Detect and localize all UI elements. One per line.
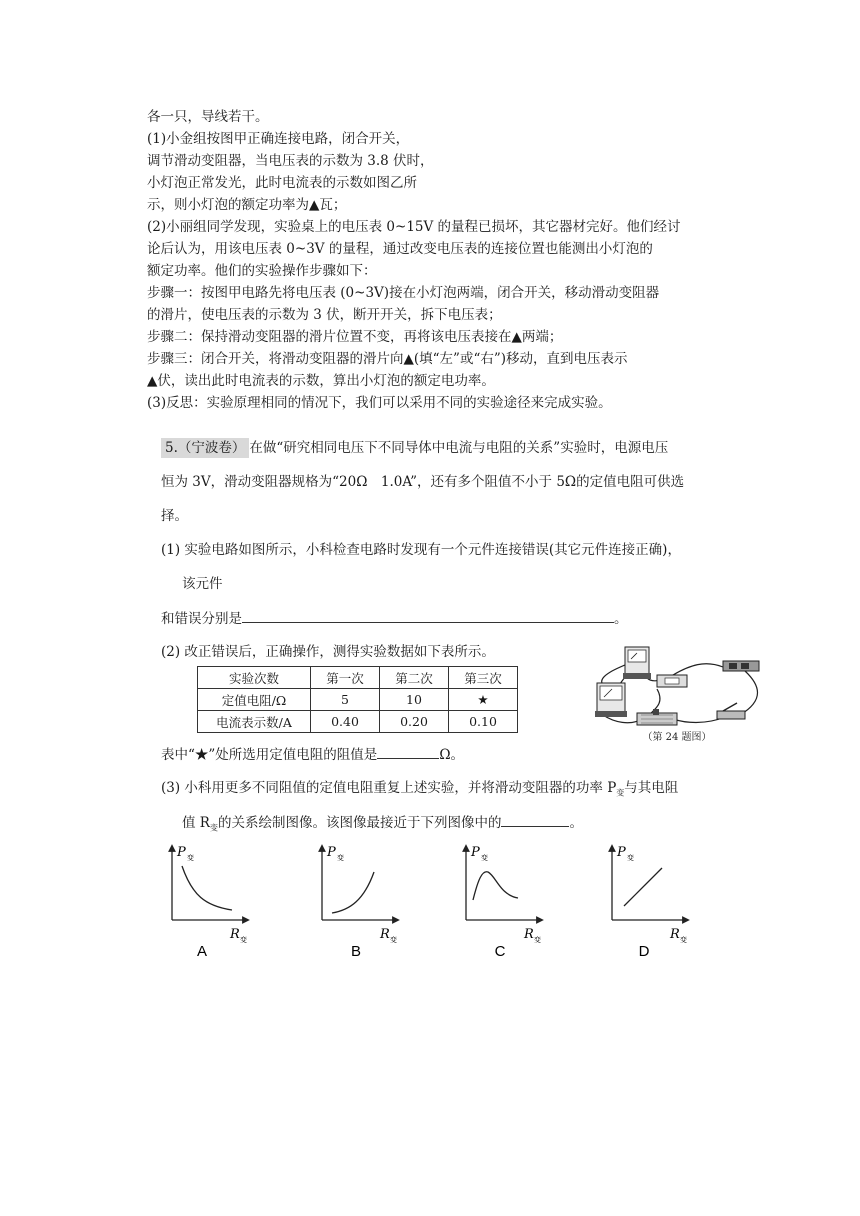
part2-line: (2) 改正错误后，正确操作，测得实验数据如下表所示。 <box>161 644 495 660</box>
part3-text: 的关系绘制图像。该图像最接近于下列图像中的 <box>217 815 502 831</box>
answer-blank[interactable] <box>377 746 439 759</box>
y-label: P <box>327 845 336 860</box>
intro-text: 在做“研究相同电压下不同导体中电流与电阻的关系”实验时，电源电压 <box>249 440 669 456</box>
part3-line <box>161 780 678 802</box>
question-source-tag: 5.（宁波卷） <box>161 438 249 458</box>
x-sub: 变 <box>240 936 247 944</box>
data-table <box>197 666 518 733</box>
part2-unit: Ω。 <box>439 747 465 763</box>
part1-prompt: 和错误分别是 <box>161 611 242 627</box>
y-label: P <box>177 845 186 860</box>
text-line: 步骤二：保持滑动变阻器的滑片位置不变，再将该电压表接在▲两端； <box>147 329 563 345</box>
text-line: 各一只，导线若干。 <box>147 109 269 125</box>
part3-text: (3) 小科用更多不同阻值的定值电阻重复上述实验，并将滑动变阻器的功率 P <box>161 780 617 796</box>
question-intro-line <box>161 440 668 456</box>
answer-blank[interactable] <box>242 610 614 623</box>
graph-c[interactable] <box>466 845 541 960</box>
table-cell: 5 <box>311 689 380 711</box>
option-label: B <box>350 943 362 960</box>
graph-d[interactable] <box>612 845 687 960</box>
question-intro-line: 择。 <box>161 508 188 524</box>
part3-line <box>182 814 583 837</box>
table-cell: 0.10 <box>449 711 518 733</box>
battery-icon <box>723 661 759 671</box>
voltmeter-icon <box>595 683 627 717</box>
text-line: 论后认为，用该电压表 0~3V 的量程，通过改变电压表的连接位置也能测出小灯泡的 <box>147 241 653 257</box>
curve <box>473 872 518 900</box>
table-cell: 10 <box>380 689 449 711</box>
answer-graphs <box>150 840 710 970</box>
part2-prompt: 表中“★”处所选用定值电阻的阻值是 <box>161 747 378 763</box>
x-label: R <box>380 927 390 942</box>
table-row <box>198 711 518 733</box>
text-line: 小灯泡正常发光，此时电流表的示数如图乙所 <box>147 175 417 191</box>
y-sub: 变 <box>481 854 488 862</box>
part1-line: (1) 实验电路如图所示，小科检查电路时发现有一个元件连接错误(其它元件连接正确)， <box>161 542 681 558</box>
graph-b[interactable] <box>322 845 397 960</box>
question-intro-line: 恒为 3V，滑动变阻器规格为“20Ω 1.0A”，还有多个阻值不小于 5Ω的定值电阻可供选 <box>161 474 685 490</box>
rheostat-icon <box>637 709 677 725</box>
graph-a[interactable] <box>172 845 247 960</box>
table-header-cell: 第三次 <box>449 667 518 689</box>
curve <box>624 868 662 906</box>
subscript: 变 <box>209 823 218 833</box>
table-row <box>198 689 518 711</box>
option-label: C <box>494 943 506 960</box>
part3-text: 与其电阻 <box>624 780 679 796</box>
table-cell: 电流表示数/A <box>198 711 311 733</box>
text-line: (2)小丽组同学发现，实验桌上的电压表 0~15V 的量程已损坏，其它器材完好。他们经讨 <box>147 219 681 235</box>
table-cell: 定值电阻/Ω <box>198 689 311 711</box>
part1-line: 该元件 <box>182 576 223 592</box>
table-cell: ★ <box>449 689 518 711</box>
part1-answer-line <box>161 610 628 627</box>
table-header-cell: 第一次 <box>311 667 380 689</box>
curve <box>182 866 232 910</box>
y-label: P <box>471 845 480 860</box>
table-header-row <box>198 667 518 689</box>
x-sub: 变 <box>534 936 541 944</box>
y-sub: 变 <box>187 854 194 862</box>
text-line: 的滑片，使电压表的示数为 3 伏，断开开关，拆下电压表； <box>147 307 502 323</box>
text-line: 示，则小灯泡的额定功率为▲瓦； <box>147 197 347 213</box>
y-label: P <box>617 845 626 860</box>
table-cell: 0.20 <box>380 711 449 733</box>
ammeter-icon <box>623 647 651 679</box>
part3-text: 值 R <box>182 815 210 831</box>
text-line: ▲伏，读出此时电流表的示数，算出小灯泡的额定电功率。 <box>147 373 495 389</box>
x-sub: 变 <box>680 936 687 944</box>
table-cell: 0.40 <box>311 711 380 733</box>
x-label: R <box>524 927 534 942</box>
y-sub: 变 <box>337 854 344 862</box>
part2-answer-line <box>161 746 464 763</box>
x-label: R <box>230 927 240 942</box>
table-header-cell: 实验次数 <box>198 667 311 689</box>
x-label: R <box>670 927 680 942</box>
curve <box>332 872 374 913</box>
option-label: D <box>638 943 650 960</box>
text-line: 步骤三：闭合开关，将滑动变阻器的滑片向▲(填“左”或“右”)移动，直到电压表示 <box>147 351 628 367</box>
table-header-cell: 第二次 <box>380 667 449 689</box>
circuit-diagram <box>585 645 770 745</box>
resistor-icon <box>657 675 687 687</box>
y-sub: 变 <box>627 854 634 862</box>
part3-end: 。 <box>569 815 583 831</box>
text-line: 额定功率。他们的实验操作步骤如下： <box>147 263 377 279</box>
text-line: (1)小金组按图甲正确连接电路，闭合开关， <box>147 131 410 147</box>
subscript: 变 <box>616 788 625 798</box>
text-line: (3)反思：实验原理相同的情况下，我们可以采用不同的实验途径来完成实验。 <box>147 395 612 411</box>
figure-caption: （第 24 题图） <box>642 732 712 743</box>
part1-end: 。 <box>614 611 628 627</box>
option-label: A <box>196 943 208 960</box>
text-line: 调节滑动变阻器，当电压表的示数为 3.8 伏时， <box>147 153 434 169</box>
x-sub: 变 <box>390 936 397 944</box>
switch-icon <box>717 703 745 719</box>
answer-blank[interactable] <box>501 814 569 827</box>
text-line: 步骤一：按图甲电路先将电压表 (0~3V)接在小灯泡两端，闭合开关，移动滑动变阻器 <box>147 285 660 301</box>
